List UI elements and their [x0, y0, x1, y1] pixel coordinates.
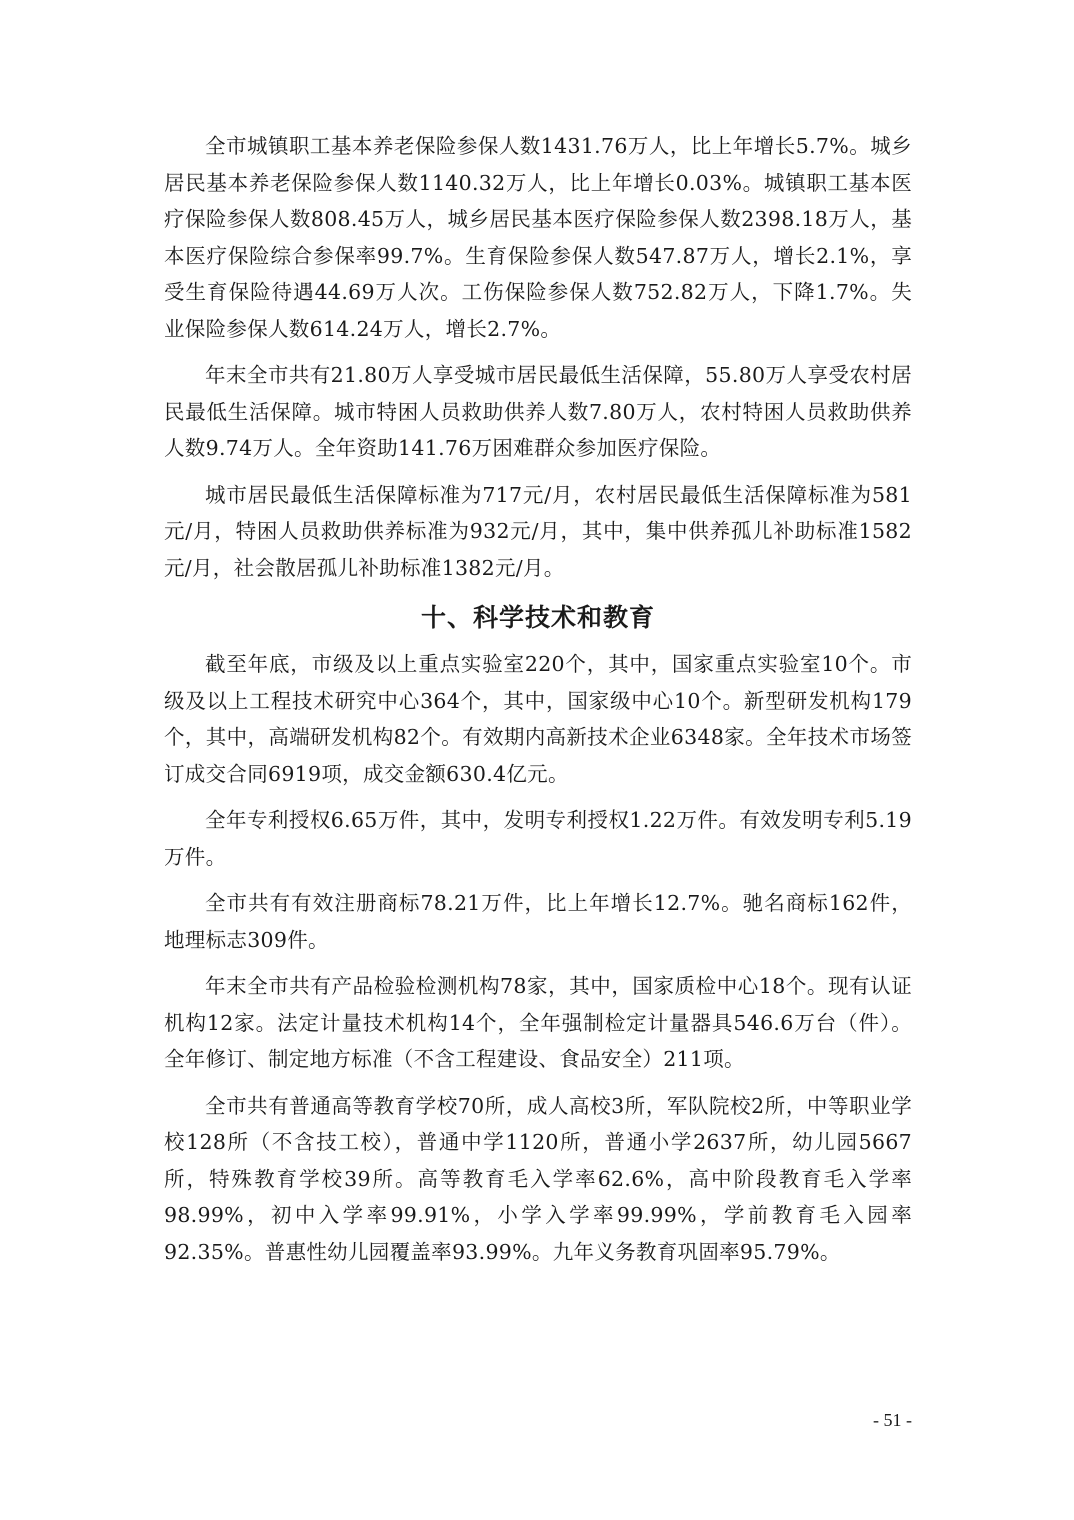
- document-page: [164, 128, 912, 1280]
- paragraph-inspection-institutions: 年末全市共有产品检验检测机构78家，其中，国家质检中心18个。现有认证机构12家。法定计量技术机构14个，全年强制检定计量器具546.6万台（件）。全年修订、制定地方标准（不含工程建设、食品安全）211项。: [164, 974, 912, 1071]
- page-number: - 51 -: [873, 1410, 912, 1430]
- paragraph-minimum-living-guarantee: 年末全市共有21.80万人享受城市居民最低生活保障，55.80万人享受农村居民最低生活保障。城市特困人员救助供养人数7.80万人，农村特困人员救助供养人数9.74万人。全年资助141.76万困难群众参加医疗保险。: [164, 363, 912, 460]
- paragraph-trademarks: 全市共有有效注册商标78.21万件，比上年增长12.7%。驰名商标162件，地理标志309件。: [164, 891, 912, 952]
- paragraph-education: 全市共有普通高等教育学校70所，成人高校3所，军队院校2所，中等职业学校128所（不含技工校），普通中学1120所，普通小学2637所，幼儿园5667所，特殊教育学校39所。高等教育毛入学率62.6%，高中阶段教育毛入学率98.99%，初中入学率99.91%，小学入学率99.99%，学前教育毛入园率92.35%。普惠性幼儿园覆盖率93.99%。九年义务教育巩固率95.79%。: [164, 1093, 912, 1264]
- section-heading: 十、科学技术和教育: [420, 603, 655, 632]
- paragraph-laboratories: 截至年底，市级及以上重点实验室220个，其中，国家重点实验室10个。市级及以上工程技术研究中心364个，其中，国家级中心10个。新型研发机构179个，其中，高端研发机构82个。有效期内高新技术企业6348家。全年技术市场签订成交合同6919项，成交金额630.4亿元。: [164, 652, 912, 786]
- paragraph-pension-insurance: 全市城镇职工基本养老保险参保人数1431.76万人，比上年增长5.7%。城乡居民基本养老保险参保人数1140.32万人，比上年增长0.03%。城镇职工基本医疗保险参保人数808.45万人，城乡居民基本医疗保险参保人数2398.18万人，基本医疗保险综合参保率99.7%。生育保险参保人数547.87万人，增长2.1%，享受生育保险待遇44.69万人次。工伤保险参保人数752.82万人，下降1.7%。失业保险参保人数614.24万人，增长2.7%。: [164, 134, 912, 341]
- paragraph-patents: 全年专利授权6.65万件，其中，发明专利授权1.22万件。有效发明专利5.19万件。: [164, 808, 912, 869]
- paragraph-guarantee-standards: 城市居民最低生活保障标准为717元/月，农村居民最低生活保障标准为581元/月，特困人员救助供养标准为932元/月，其中，集中供养孤儿补助标准1582元/月，社会散居孤儿补助标准1382元/月。: [164, 482, 912, 580]
